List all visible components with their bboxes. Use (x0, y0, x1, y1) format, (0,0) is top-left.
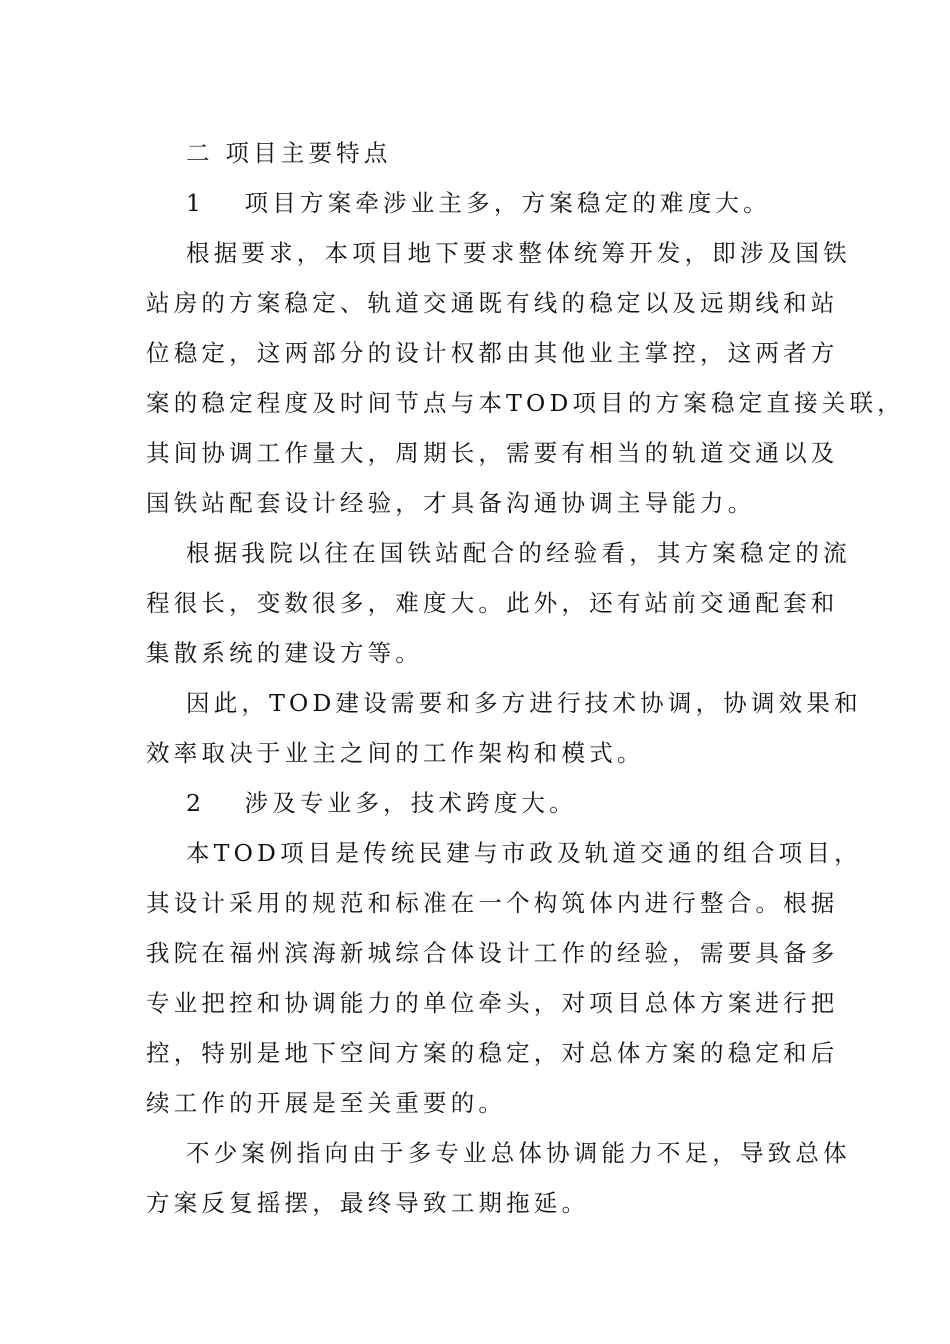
text-line: 续工作的开展是至关重要的。 (146, 1089, 507, 1117)
text-line: 其间协调工作量大，周期长，需要有相当的轨道交通以及 (146, 439, 839, 467)
text-line: 根据我院以往在国铁站配合的经验看，其方案稳定的流 (186, 539, 851, 567)
text-line: 程很长，变数很多，难度大。此外，还有站前交通配套和 (146, 589, 839, 617)
text-line: 效率取决于业主之间的工作架构和模式。 (146, 739, 645, 767)
text-line: 方案反复摇摆，最终导致工期拖延。 (146, 1189, 590, 1217)
section-heading: 二 项目主要特点 (186, 139, 392, 167)
text-line: 本TOD项目是传统民建与市政及轨道交通的组合项目， (186, 839, 862, 867)
text-line: 站房的方案稳定、轨道交通既有线的稳定以及远期线和站 (146, 289, 839, 317)
document-body (146, 128, 905, 1228)
text-line: 国铁站配套设计经验，才具备沟通协调主导能力。 (146, 489, 756, 517)
text-line: 我院在福州滨海新城综合体设计工作的经验，需要具备多 (146, 939, 839, 967)
text-line: 其设计采用的规范和标准在一个构筑体内进行整合。根据 (146, 889, 839, 917)
text-line: 1 项目方案牵涉业主多，方案稳定的难度大。 (186, 189, 771, 217)
text-line: 专业把控和协调能力的单位牵头，对项目总体方案进行把 (146, 989, 839, 1017)
text-line: 不少案例指向由于多专业总体协调能力不足，导致总体 (186, 1139, 851, 1167)
text-line: 位稳定，这两部分的设计权都由其他业主掌控，这两者方 (146, 339, 839, 367)
text-line: 2 涉及专业多，技术跨度大。 (186, 789, 577, 817)
text-line: 根据要求，本项目地下要求整体统筹开发，即涉及国铁 (186, 239, 851, 267)
text-line: 集散系统的建设方等。 (146, 639, 423, 667)
text-line: 案的稳定程度及时间节点与本TOD项目的方案稳定直接关联， (146, 389, 905, 417)
text-line: 控，特别是地下空间方案的稳定，对总体方案的稳定和后 (146, 1039, 839, 1067)
text-line: 因此，TOD建设需要和多方进行技术协调，协调效果和 (186, 689, 862, 717)
